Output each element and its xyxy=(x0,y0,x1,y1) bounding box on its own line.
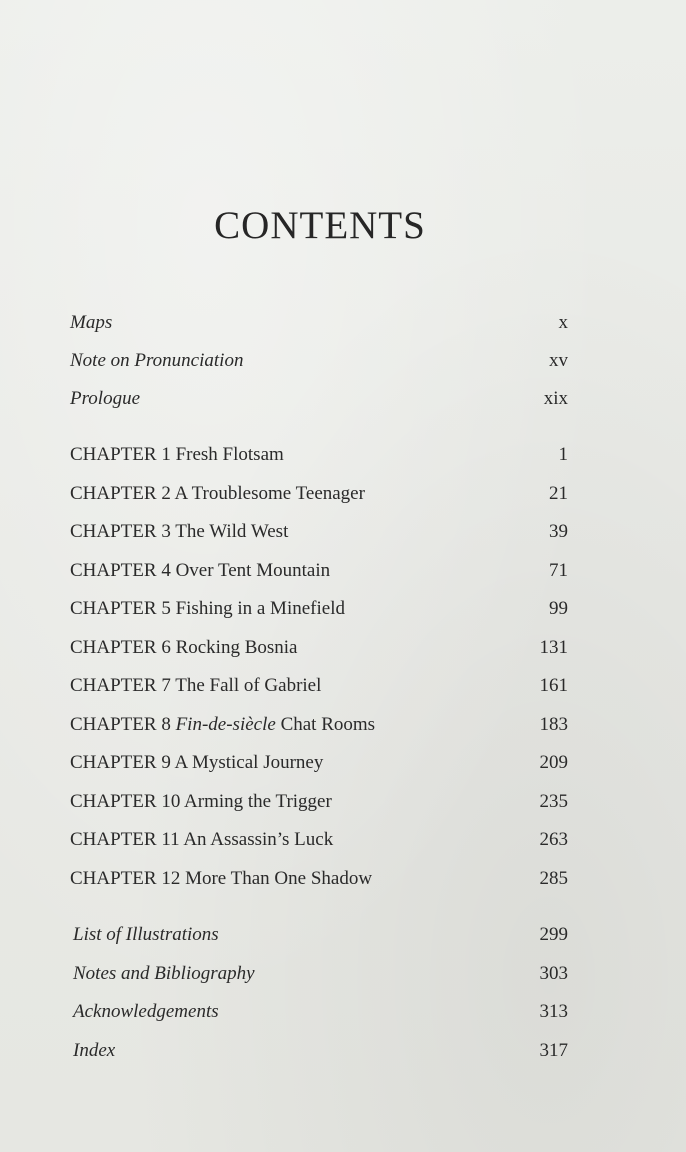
chapter-number: 1 xyxy=(161,444,171,465)
chapter-prefix: CHAPTER xyxy=(70,868,157,889)
toc-entry-title: Acknowledgements xyxy=(73,1001,219,1022)
toc-entry-title xyxy=(70,748,323,778)
chapter-title: Arming the Trigger xyxy=(184,791,332,812)
toc-entry-title xyxy=(70,864,372,894)
chapter-prefix: CHAPTER xyxy=(70,444,157,465)
chapter-number: 8 xyxy=(161,714,171,735)
toc-entry-page: 131 xyxy=(539,637,568,658)
chapter-prefix: CHAPTER xyxy=(70,483,157,504)
toc-entry-title xyxy=(70,671,321,701)
toc-entry-note-on-pronunciation xyxy=(70,346,568,376)
toc-entry-title: Note on Pronunciation xyxy=(70,350,244,371)
toc-entry-title: Notes and Bibliography xyxy=(73,963,255,984)
toc-entry-title xyxy=(70,479,365,509)
chapter-number: 12 xyxy=(161,868,181,889)
toc-entry-title xyxy=(70,517,288,547)
chapter-prefix: CHAPTER xyxy=(70,675,157,696)
toc-chapter-4 xyxy=(70,556,568,586)
toc-entry-title: Maps xyxy=(70,312,113,333)
chapter-title: Fishing in a Minefield xyxy=(175,598,345,619)
toc-entry-page: 71 xyxy=(549,560,568,581)
toc-entry-page: 263 xyxy=(539,829,568,850)
chapter-title: Fresh Flotsam xyxy=(175,444,284,465)
toc-entry-title xyxy=(70,556,330,586)
chapter-title-italic: Fin-de-siècle xyxy=(175,714,276,735)
chapter-title: Over Tent Mountain xyxy=(175,560,331,581)
chapter-title: A Mystical Journey xyxy=(174,752,324,773)
chapter-title: Rocking Bosnia xyxy=(175,637,298,658)
toc-chapter-3 xyxy=(70,517,568,547)
toc-chapter-8 xyxy=(70,710,568,740)
toc-entry-title xyxy=(70,787,332,817)
toc-entry-title xyxy=(70,710,375,740)
chapter-prefix: CHAPTER xyxy=(70,521,157,542)
toc-entry-page: x xyxy=(558,312,568,333)
toc-entry-title: Prologue xyxy=(70,388,141,409)
chapter-prefix: CHAPTER xyxy=(70,752,157,773)
chapter-prefix: CHAPTER xyxy=(70,598,157,619)
chapter-title: A Troublesome Teenager xyxy=(174,483,365,504)
chapter-title: Chat Rooms xyxy=(280,714,376,735)
toc-entry-page: 21 xyxy=(549,483,568,504)
toc-entry-page: 39 xyxy=(549,521,568,542)
chapter-number: 6 xyxy=(161,637,171,658)
toc-entry-notes-and-bibliography xyxy=(70,959,568,989)
toc-entry-acknowledgements xyxy=(70,997,568,1027)
chapter-title: More Than One Shadow xyxy=(185,868,373,889)
chapter-number: 4 xyxy=(161,560,171,581)
toc-entry-page: xix xyxy=(543,388,568,409)
toc-chapter-10 xyxy=(70,787,568,817)
chapter-number: 11 xyxy=(161,829,180,850)
toc-entry-page: 235 xyxy=(539,791,568,812)
toc-entry-maps xyxy=(70,308,568,338)
chapter-prefix: CHAPTER xyxy=(70,560,157,581)
chapter-number: 5 xyxy=(161,598,171,619)
toc-entry-title xyxy=(70,633,298,663)
toc-entry-page: 161 xyxy=(539,675,568,696)
chapter-title: An Assassin’s Luck xyxy=(183,829,334,850)
toc-entry-page: 299 xyxy=(539,924,568,945)
chapter-prefix: CHAPTER xyxy=(70,637,157,658)
toc-chapter-9 xyxy=(70,748,568,778)
toc-entry-page: 99 xyxy=(549,598,568,619)
toc-entry-title xyxy=(70,594,345,624)
toc-chapter-1 xyxy=(70,440,568,470)
chapter-prefix: CHAPTER xyxy=(70,829,157,850)
toc-entry-title xyxy=(70,825,333,855)
toc-chapter-11 xyxy=(70,825,568,855)
toc-entry-list-of-illustrations xyxy=(70,920,568,950)
chapter-number: 9 xyxy=(161,752,171,773)
toc-entry-page: xv xyxy=(549,350,568,371)
toc-entry-page: 1 xyxy=(558,444,568,465)
toc-chapter-7 xyxy=(70,671,568,701)
chapter-prefix: CHAPTER xyxy=(70,791,157,812)
toc-entry-index xyxy=(70,1036,568,1066)
toc-entry-prologue xyxy=(70,384,568,414)
toc-entry-page: 285 xyxy=(539,868,568,889)
toc-entry-title: Index xyxy=(73,1040,116,1061)
toc-chapter-12 xyxy=(70,864,568,894)
toc-entry-page: 183 xyxy=(539,714,568,735)
toc-entry-page: 209 xyxy=(539,752,568,773)
toc-entry-page: 313 xyxy=(539,1001,568,1022)
chapter-number: 7 xyxy=(161,675,171,696)
chapter-number: 2 xyxy=(161,483,171,504)
toc-entry-title: List of Illustrations xyxy=(73,924,219,945)
toc-entry-page: 317 xyxy=(539,1040,568,1061)
toc-chapter-6 xyxy=(70,633,568,663)
toc-entry-page: 303 xyxy=(539,963,568,984)
page-title: CONTENTS xyxy=(214,204,426,247)
toc-entry-title xyxy=(70,440,284,470)
chapter-number: 3 xyxy=(161,521,171,542)
chapter-number: 10 xyxy=(161,791,181,812)
chapter-title: The Fall of Gabriel xyxy=(175,675,322,696)
toc-chapter-2 xyxy=(70,479,568,509)
chapter-title: The Wild West xyxy=(175,521,289,542)
chapter-prefix: CHAPTER xyxy=(70,714,157,735)
toc-chapter-5 xyxy=(70,594,568,624)
